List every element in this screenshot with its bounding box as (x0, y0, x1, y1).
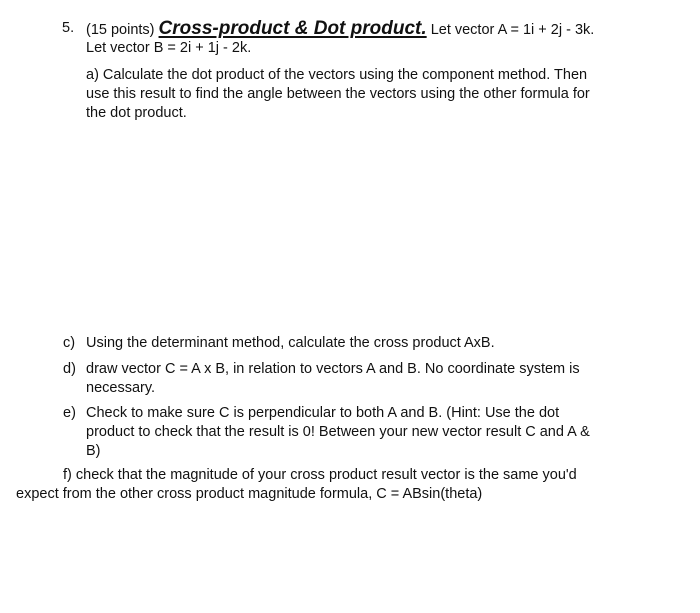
part-f-line-2: expect from the other cross product magnitude formula, C = ABsin(theta) (16, 486, 483, 502)
part-e-line-1: Check to make sure C is perpendicular to both A and B. (Hint: Use the dot (86, 405, 560, 421)
question-header (86, 19, 594, 40)
vector-b-definition: Let vector B = 2i + 1j - 2k. (86, 40, 252, 56)
part-e-line-2: product to check that the result is 0! Between your new vector result C and A & (86, 424, 590, 440)
part-a-line-2: use this result to find the angle between the vectors using the other formula for (86, 86, 590, 102)
part-d-marker: d) (63, 361, 76, 377)
question-number: 5. (62, 20, 75, 36)
part-d-line-1: draw vector C = A x B, in relation to vectors A and B. No coordinate system is (86, 361, 580, 377)
question-title: Cross-product & Dot product. (158, 18, 427, 39)
question-points: (15 points) (86, 22, 155, 38)
part-e-line-3: B) (86, 443, 101, 459)
part-a-line-3: the dot product. (86, 105, 187, 121)
part-d-line-2: necessary. (86, 380, 156, 396)
part-e-marker: e) (63, 405, 76, 421)
part-c-line-1: Using the determinant method, calculate the cross product AxB. (86, 335, 495, 351)
part-c-marker: c) (63, 335, 76, 351)
vector-a-definition: Let vector A = 1i + 2j - 3k. (430, 22, 595, 38)
part-a-line-1: a) Calculate the dot product of the vectors using the component method. Then (86, 67, 588, 83)
part-f-line-1: f) check that the magnitude of your cross product result vector is the same you'd (63, 467, 577, 483)
